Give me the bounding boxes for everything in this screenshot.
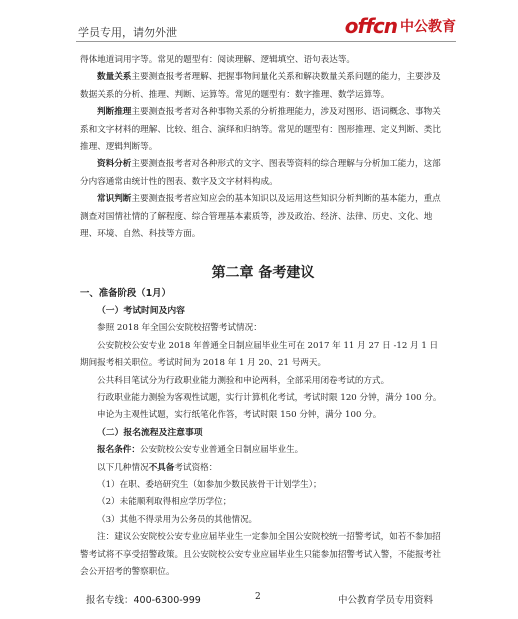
note-paragraph: 注：建议公安院校公安专业应届毕业生一定参加全国公安院校统一招警考试，如若不参加招警考试将不享受招警政策。且公安院校公安专业应届毕业生只能参加招警考试入警，不能报考社会公开招考的警察职位。 <box>80 532 441 577</box>
paragraph-quantitative <box>80 69 446 104</box>
paragraph: 参照 2018 年全国公安院校招警考试情况： <box>97 323 262 334</box>
chapter-title: 第二章 备考建议 <box>211 265 315 282</box>
header-divider <box>76 41 456 42</box>
term-label: 数量关系 <box>97 72 132 83</box>
page-number: 2 <box>255 592 261 602</box>
text-part: 考试资格： <box>174 462 218 473</box>
paragraph <box>80 460 446 477</box>
section-heading: 一、准备阶段（1月） <box>80 288 171 300</box>
list-item: （3）其他不得录用为公务员的其他情况。 <box>97 514 258 525</box>
paragraph-continuation: 得体地道词用字等。常见的题型有：阅读理解、逻辑填空、语句表达等。 <box>80 55 356 65</box>
text-part: 以下几种情况 <box>97 462 149 473</box>
term-text: 主要测查报考者应知应会的基本知识以及运用这些知识分析判断的基本能力，重点测查对国情社情的了解程度、综合管理基本素质等，涉及政治、经济、法律、历史、文化、地理、环境、自然、科技等方面。 <box>80 194 441 240</box>
term-text: 主要测查报考者理解、把握事物间量化关系和解决数量关系问题的能力，主要涉及数据关系的分析、推理、判断、运算等。常见的题型有：数字推理、数学运算等。 <box>80 72 441 100</box>
term-text: 主要测查报考者对各种形式的文字、图表等资料的综合理解与分析加工能力，这部分内容通常由统计性的图表、数字及文字材料构成。 <box>80 159 441 187</box>
subsection-heading: （二）报名流程及注意事项 <box>97 427 203 438</box>
paragraph-reasoning <box>80 104 446 156</box>
page-footer <box>0 592 518 612</box>
page-header <box>0 0 518 44</box>
term-text: 主要测查报考者对各种事物关系的分析推理能力，涉及对图形、语词概念、事物关系和文字材料的理解、比较、组合、演绎和归纳等。常见的题型有：图形推理、定义判断、类比推理、逻辑判断等。 <box>80 107 441 153</box>
paragraph: 申论为主观性试题，实行纸笔化作答，考试时限 150 分钟，满分 100 分。 <box>97 410 382 421</box>
footer-hotline: 报名专线：400-6300-999 <box>86 595 201 606</box>
term-label: 资料分析 <box>97 159 132 170</box>
footer-label: 中公教育学员专用资料 <box>338 595 434 606</box>
list-item: （1）在职、委培研究生（如参加少数民族骨干计划学生）； <box>97 479 322 490</box>
paragraph-data-analysis <box>80 156 446 191</box>
term-label: 判断推理 <box>97 107 132 118</box>
subsection-heading: （一）考试时间及内容 <box>97 305 185 316</box>
paragraph: 公安院校公安专业 2018 年普通全日制应届毕业生可在 2017 年 11 月 27 日 -12 月 1 日期间报考相关职位。考试时间为 2018 年 1 月 20、21 号两天。 <box>80 340 439 369</box>
term-label: 报名条件： <box>97 445 140 456</box>
document-body <box>80 52 446 581</box>
paragraph-common-sense <box>80 191 446 243</box>
list-item: （2）未能顺利取得相应学历学位； <box>97 497 232 508</box>
offcn-logo <box>345 14 456 38</box>
term-label: 常识判断 <box>97 194 132 205</box>
header-notice: 学员专用，请勿外泄 <box>78 26 177 39</box>
logo-text-en: offcn <box>344 14 397 38</box>
emphasis-text: 不具备 <box>148 462 175 473</box>
term-text: 公安院校公安专业普通全日制应届毕业生。 <box>139 445 304 456</box>
paragraph-eligibility <box>80 442 446 459</box>
paragraph: 公共科目笔试分为行政职业能力测验和申论两科，全部采用闭卷考试的方式。 <box>97 375 390 386</box>
logo-text-cn: 中公教育 <box>400 19 456 35</box>
paragraph: 行政职业能力测验为客观性试题，实行计算机化考试，考试时限 120 分钟，满分 100 分。 <box>97 392 442 403</box>
